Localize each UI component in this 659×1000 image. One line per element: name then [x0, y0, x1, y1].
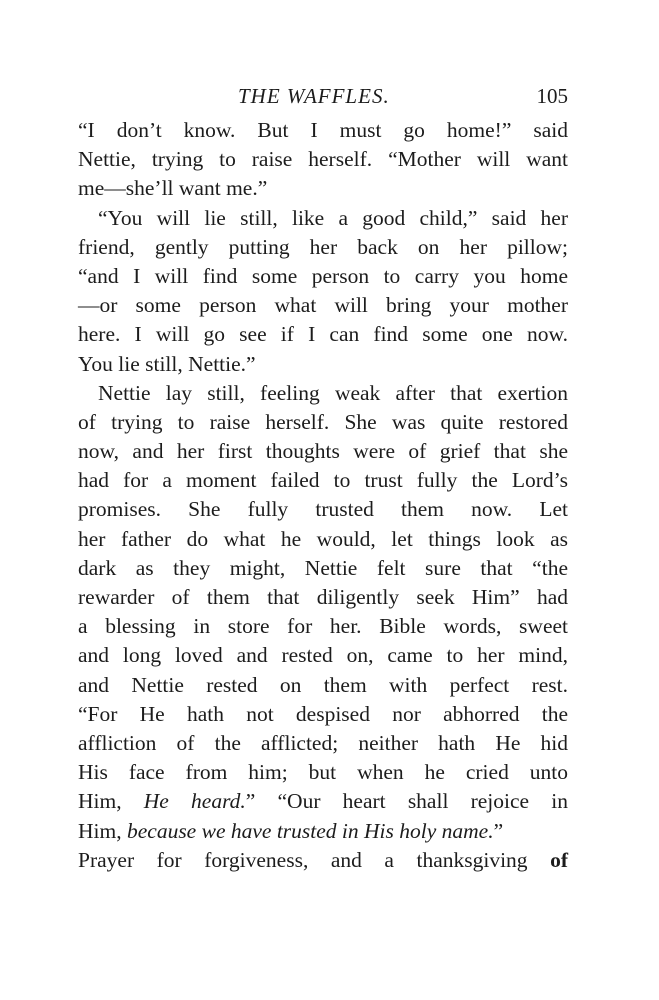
text-segment: ”: [493, 818, 504, 843]
text-line-mixed: [78, 846, 568, 875]
text-line: rewarder of them that diligently seek Him” had: [78, 585, 568, 609]
text-line: affliction of the afflicted; neither hath He hid: [78, 730, 568, 755]
text-line: me—she’ll want me.”: [78, 176, 268, 201]
italic-quote: He heard.: [143, 789, 246, 814]
text-line: a blessing in store for her. Bible words, sweet: [78, 614, 568, 639]
text-segment: ” “Our heart shall rejoice in: [245, 789, 568, 814]
text-line-mixed: [78, 817, 568, 846]
text-line: promises. She fully trusted them now. Let: [78, 497, 568, 522]
text-line: “and I will find some person to carry you home: [78, 263, 568, 288]
text-segment: Prayer for forgiveness, and a thanksgiving: [78, 847, 551, 872]
text-line: His face from him; but when he cried unto: [78, 760, 568, 785]
text-line: had for a moment failed to trust fully the Lord’s: [78, 468, 568, 493]
text-line: Nettie lay still, feeling weak after that exertion: [98, 380, 568, 405]
text-line: dark as they might, Nettie felt sure that “the: [78, 555, 568, 580]
text-line: friend, gently putting her back on her pillow;: [78, 234, 568, 259]
running-head: [78, 84, 568, 114]
text-line: and Nettie rested on them with perfect rest.: [78, 672, 568, 697]
text-line: “I don’t know. But I must go home!” said: [78, 118, 568, 142]
text-line: You lie still, Nettie.”: [78, 351, 256, 376]
text-line: “You will lie still, like a good child,” said her: [98, 205, 568, 230]
text-line-mixed: [78, 787, 568, 816]
running-title: THE WAFFLES.: [238, 84, 390, 108]
text-segment: Him,: [78, 789, 144, 814]
text-line: of trying to raise herself. She was quite restored: [78, 409, 568, 434]
text-line: now, and her first thoughts were of grief that she: [78, 439, 568, 464]
text-line: “For He hath not despised nor abhorred the: [78, 701, 568, 726]
italic-quote: because we have trusted in His holy name.: [126, 818, 494, 843]
page-number: 105: [536, 84, 568, 108]
text-line: and long loved and rested on, came to her mind,: [78, 643, 568, 668]
text-line: her father do what he would, let things look as: [78, 526, 568, 551]
text-line: —or some person what will bring your mother: [78, 293, 568, 318]
text-line: here. I will go see if I can find some one now.: [78, 322, 568, 347]
catchword: of: [550, 847, 568, 872]
body-text: [78, 116, 568, 875]
text-segment: Him,: [78, 818, 127, 843]
text-line: Nettie, trying to raise herself. “Mother will want: [78, 147, 568, 172]
